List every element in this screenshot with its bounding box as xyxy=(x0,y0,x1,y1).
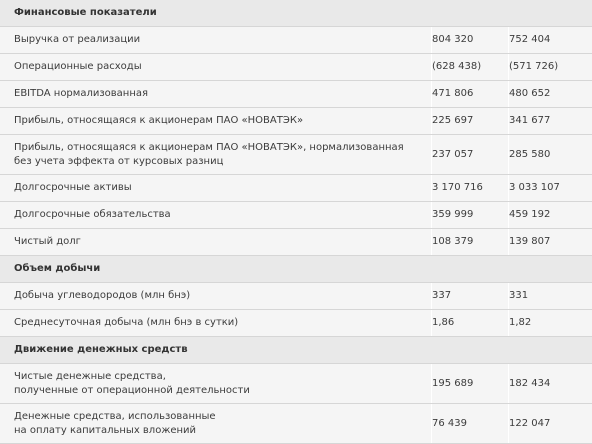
table-row xyxy=(0,108,592,135)
row-value-1: 225 697 xyxy=(432,115,474,126)
row-value-1: 804 320 xyxy=(432,34,474,45)
row-label: Прибыль, относящаяся к акционерам ПАО «НОВАТЭК» xyxy=(14,115,304,126)
row-label: Добыча углеводородов (млн бнэ) xyxy=(14,290,191,301)
row-label: Операционные расходы xyxy=(14,61,142,72)
section-row-production xyxy=(0,256,592,283)
table-row xyxy=(0,27,592,54)
table-row xyxy=(0,229,592,256)
row-value-2: 182 434 xyxy=(509,377,551,389)
table-row xyxy=(0,81,592,108)
table-row xyxy=(0,283,592,310)
row-value-2: 1,82 xyxy=(509,317,532,328)
row-label: Денежные средства, использованные на оплату капитальных вложений xyxy=(14,410,216,436)
row-value-2: 459 192 xyxy=(509,209,551,220)
row-value-2: 341 677 xyxy=(509,115,551,126)
table-row xyxy=(0,364,592,404)
row-value-2: (571 726) xyxy=(509,61,559,72)
row-label: Среднесуточная добыча (млн бнэ в сутки) xyxy=(14,317,239,328)
row-label: Долгосрочные активы xyxy=(14,182,132,193)
row-value-2: 139 807 xyxy=(509,236,551,247)
row-label: Прибыль, относящаяся к акционерам ПАО «НОВАТЭК», нормализованная без учета эффекта от курсовых разниц xyxy=(14,141,404,167)
section-row-cashflow xyxy=(0,337,592,364)
row-value-2: 480 652 xyxy=(509,88,551,99)
row-value-1: 237 057 xyxy=(432,148,474,160)
row-label: EBITDA нормализованная xyxy=(14,88,149,99)
row-value-2: 122 047 xyxy=(509,417,551,429)
row-value-1: 337 xyxy=(432,290,452,301)
row-value-1: 3 170 716 xyxy=(432,182,483,193)
section-title: Финансовые показатели xyxy=(14,7,157,18)
table-row xyxy=(0,175,592,202)
row-value-2: 3 033 107 xyxy=(509,182,560,193)
row-value-1: (628 438) xyxy=(432,61,482,72)
row-value-2: 331 xyxy=(509,290,529,301)
row-value-2: 285 580 xyxy=(509,148,551,160)
row-label: Чистые денежные средства, полученные от операционной деятельности xyxy=(14,370,250,396)
row-value-1: 471 806 xyxy=(432,88,474,99)
row-value-1: 195 689 xyxy=(432,377,474,389)
table-row xyxy=(0,404,592,444)
table-row xyxy=(0,135,592,175)
row-label: Долгосрочные обязательства xyxy=(14,209,171,220)
section-row-financial xyxy=(0,0,592,27)
row-value-1: 76 439 xyxy=(432,417,467,429)
table-row xyxy=(0,54,592,81)
row-value-1: 108 379 xyxy=(432,236,474,247)
table-row xyxy=(0,202,592,229)
row-value-1: 1,86 xyxy=(432,317,455,328)
row-label: Выручка от реализации xyxy=(14,34,141,45)
row-value-1: 359 999 xyxy=(432,209,474,220)
section-title: Объем добычи xyxy=(14,263,101,274)
row-value-2: 752 404 xyxy=(509,34,551,45)
table-row xyxy=(0,310,592,337)
row-label: Чистый долг xyxy=(14,236,81,247)
section-title: Движение денежных средств xyxy=(14,344,188,355)
